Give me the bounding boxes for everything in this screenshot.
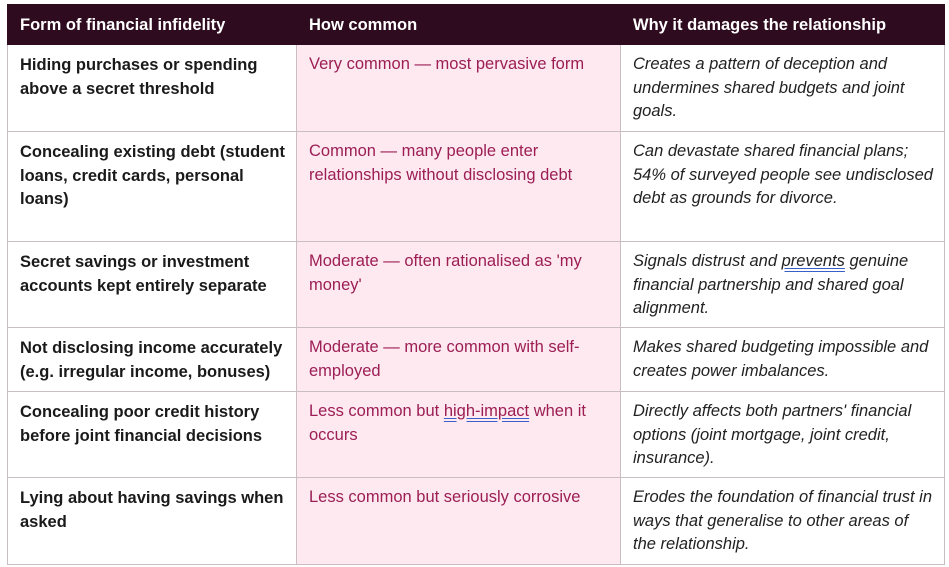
cell-why-text: genuine financial partnership and shared goal alignment. [633, 252, 909, 317]
cell-how-text: when it occurs [309, 402, 586, 444]
table-row [8, 45, 945, 132]
cell-why [621, 242, 945, 328]
cell-form: Hiding purchases or spending above a secret threshold [8, 45, 297, 132]
financial-infidelity-table [7, 4, 945, 565]
header-how-common: How common [297, 5, 621, 45]
cell-how-common [297, 392, 621, 478]
cell-form: Secret savings or investment accounts kept entirely separate [8, 242, 297, 328]
cell-how-common: Moderate — often rationalised as 'my money' [297, 242, 621, 328]
cell-how-text: Less common but [309, 402, 444, 420]
table-row [8, 242, 945, 328]
cell-how-common: Moderate — more common with self-employed [297, 328, 621, 392]
header-why-damages: Why it damages the relationship [621, 5, 945, 45]
grammar-marked-word[interactable]: high-impact [443, 402, 530, 420]
header-form: Form of financial infidelity [8, 5, 297, 45]
cell-form: Concealing poor credit history before joint financial decisions [8, 392, 297, 478]
cell-why: Erodes the foundation of financial trust in ways that generalise to other areas of the relationship. [621, 478, 945, 565]
table-row [8, 478, 945, 565]
cell-form: Concealing existing debt (student loans, credit cards, personal loans) [8, 132, 297, 242]
table-row [8, 392, 945, 478]
cell-how-common: Common — many people enter relationships without disclosing debt [297, 132, 621, 242]
table-row [8, 132, 945, 242]
grammar-marked-word[interactable]: prevents [781, 252, 845, 270]
cell-how-common: Less common but seriously corrosive [297, 478, 621, 565]
cell-why-text: Signals distrust and [633, 252, 782, 270]
cell-why: Directly affects both partners' financial options (joint mortgage, joint credit, insurance). [621, 392, 945, 478]
cell-why: Creates a pattern of deception and undermines shared budgets and joint goals. [621, 45, 945, 132]
cell-why: Makes shared budgeting impossible and creates power imbalances. [621, 328, 945, 392]
header-row [8, 5, 945, 45]
cell-why: Can devastate shared financial plans; 54% of surveyed people see undisclosed debt as grounds for divorce. [621, 132, 945, 242]
cell-form: Not disclosing income accurately (e.g. irregular income, bonuses) [8, 328, 297, 392]
table-row [8, 328, 945, 392]
cell-how-common: Very common — most pervasive form [297, 45, 621, 132]
cell-form: Lying about having savings when asked [8, 478, 297, 565]
